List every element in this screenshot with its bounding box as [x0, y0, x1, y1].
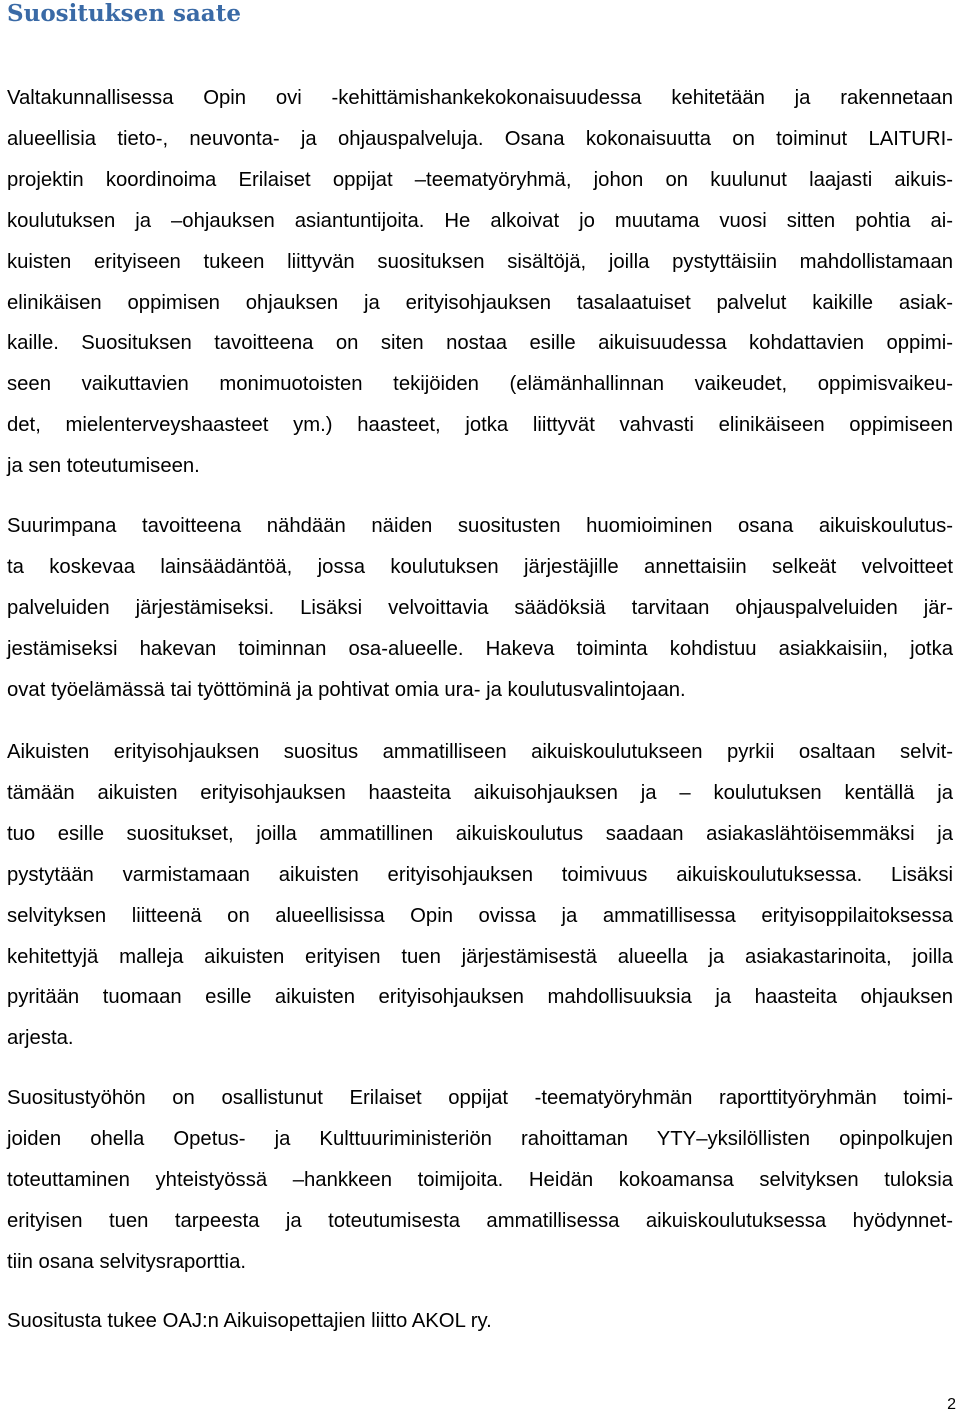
text-line: projektin koordinoima Erilaiset oppijat –teematyöryhmä, johon on kuulunut laajasti aikuis-	[7, 168, 953, 191]
text-line: palveluiden järjestämiseksi. Lisäksi velvoittavia säädöksiä tarvitaan ohjauspalveluiden jär-	[7, 596, 953, 619]
text-line: erityisen tuen tarpeesta ja toteutumisesta ammatillisessa aikuiskoulutuksessa hyödynnet-	[7, 1209, 953, 1232]
text-line: ta koskevaa lainsäädäntöä, jossa koulutuksen järjestäjille annettaisiin selkeät velvoitteet	[7, 555, 953, 578]
text-line: Aikuisten erityisohjauksen suositus ammatilliseen aikuiskoulutukseen pyrkii osaltaan selvit-	[7, 741, 953, 763]
page-title: Suosituksen saate	[7, 0, 241, 27]
text-line: tuo esille suositukset, joilla ammatillinen aikuiskoulutus saadaan asiakaslähtöisemmäksi ja	[7, 822, 953, 845]
text-line: kaille. Suosituksen tavoitteena on siten nostaa esille aikuisuudessa kohdattavien oppimi-	[7, 332, 953, 355]
text-line: det, mielenterveyshaasteet ym.) haasteet, jotka liittyvät vahvasti elinikäiseen oppimiseen	[7, 414, 953, 437]
text-line: seen vaikuttavien monimuotoisten tekijöiden (elämänhallinnan vaikeudet, oppimisvaikeu-	[7, 373, 953, 396]
text-line: alueellisia tieto-, neuvonta- ja ohjauspalveluja. Osana kokonaisuutta on toiminut LAITURI-	[7, 127, 953, 150]
text-line: tämään aikuisten erityisohjauksen haasteita aikuisohjauksen ja – koulutuksen kentällä ja	[7, 781, 953, 804]
text-line: Suositustyöhön on osallistunut Erilaiset oppijat -teematyöryhmän raporttityöryhmän toimi-	[7, 1087, 953, 1109]
paragraph-support	[7, 1301, 953, 1342]
text-line: tiin osana selvitysraporttia.	[7, 1250, 246, 1273]
text-line: jestämiseksi hakevan toiminnan osa-alueelle. Hakeva toiminta kohdistuu asiakkaisiin, jotka	[7, 637, 953, 660]
paragraph-contributors	[7, 1078, 953, 1283]
text-line: elinikäisen oppimisen ohjauksen ja erityisohjauksen tasalaatuiset palvelut kaikille asiak-	[7, 291, 953, 314]
text-line: Suositusta tukee OAJ:n Aikuisopettajien liitto AKOL ry.	[7, 1310, 492, 1332]
text-line: pystytään varmistamaan aikuisten erityisohjauksen toimivuus aikuiskoulutuksessa. Lisäksi	[7, 863, 953, 886]
text-line: kuisten erityiseen tukeen liittyvän suosituksen sisältöjä, joilla pystyttäisiin mahdollistamaan	[7, 250, 953, 273]
text-line: koulutuksen ja –ohjauksen asiantuntijoita. He alkoivat jo muutama vuosi sitten pohtia ai-	[7, 209, 953, 232]
text-line: pyritään tuomaan esille aikuisten erityisohjauksen mahdollisuuksia ja haasteita ohjauksen	[7, 986, 953, 1009]
paragraph-intro	[7, 78, 953, 487]
text-line: kehitettyjä malleja aikuisten erityisen tuen järjestämisestä alueella ja asiakastarinoita, joilla	[7, 945, 953, 968]
text-line: arjesta.	[7, 1027, 74, 1050]
text-line: joiden ohella Opetus- ja Kulttuuriministeriön rahoittaman YTY–yksilöllisten opinpolkujen	[7, 1127, 953, 1150]
text-line: ja sen toteutumiseen.	[7, 455, 200, 478]
text-line: Valtakunnallisessa Opin ovi -kehittämishankekokonaisuudessa kehitetään ja rakennetaan	[7, 87, 953, 109]
text-line: toteuttaminen yhteistyössä –hankkeen toimijoita. Heidän kokoamansa selvityksen tuloksia	[7, 1168, 953, 1191]
paragraph-goal	[7, 506, 953, 711]
paragraph-recommendation	[7, 732, 953, 1059]
text-line: Suurimpana tavoitteena nähdään näiden suositusten huomioiminen osana aikuiskoulutus-	[7, 515, 953, 537]
text-line: selvityksen liitteenä on alueellisissa Opin ovissa ja ammatillisessa erityisoppilaitoksessa	[7, 904, 953, 927]
text-line: ovat työelämässä tai työttöminä ja pohtivat omia ura- ja koulutusvalintojaan.	[7, 678, 686, 701]
page-number: 2	[947, 1396, 956, 1413]
